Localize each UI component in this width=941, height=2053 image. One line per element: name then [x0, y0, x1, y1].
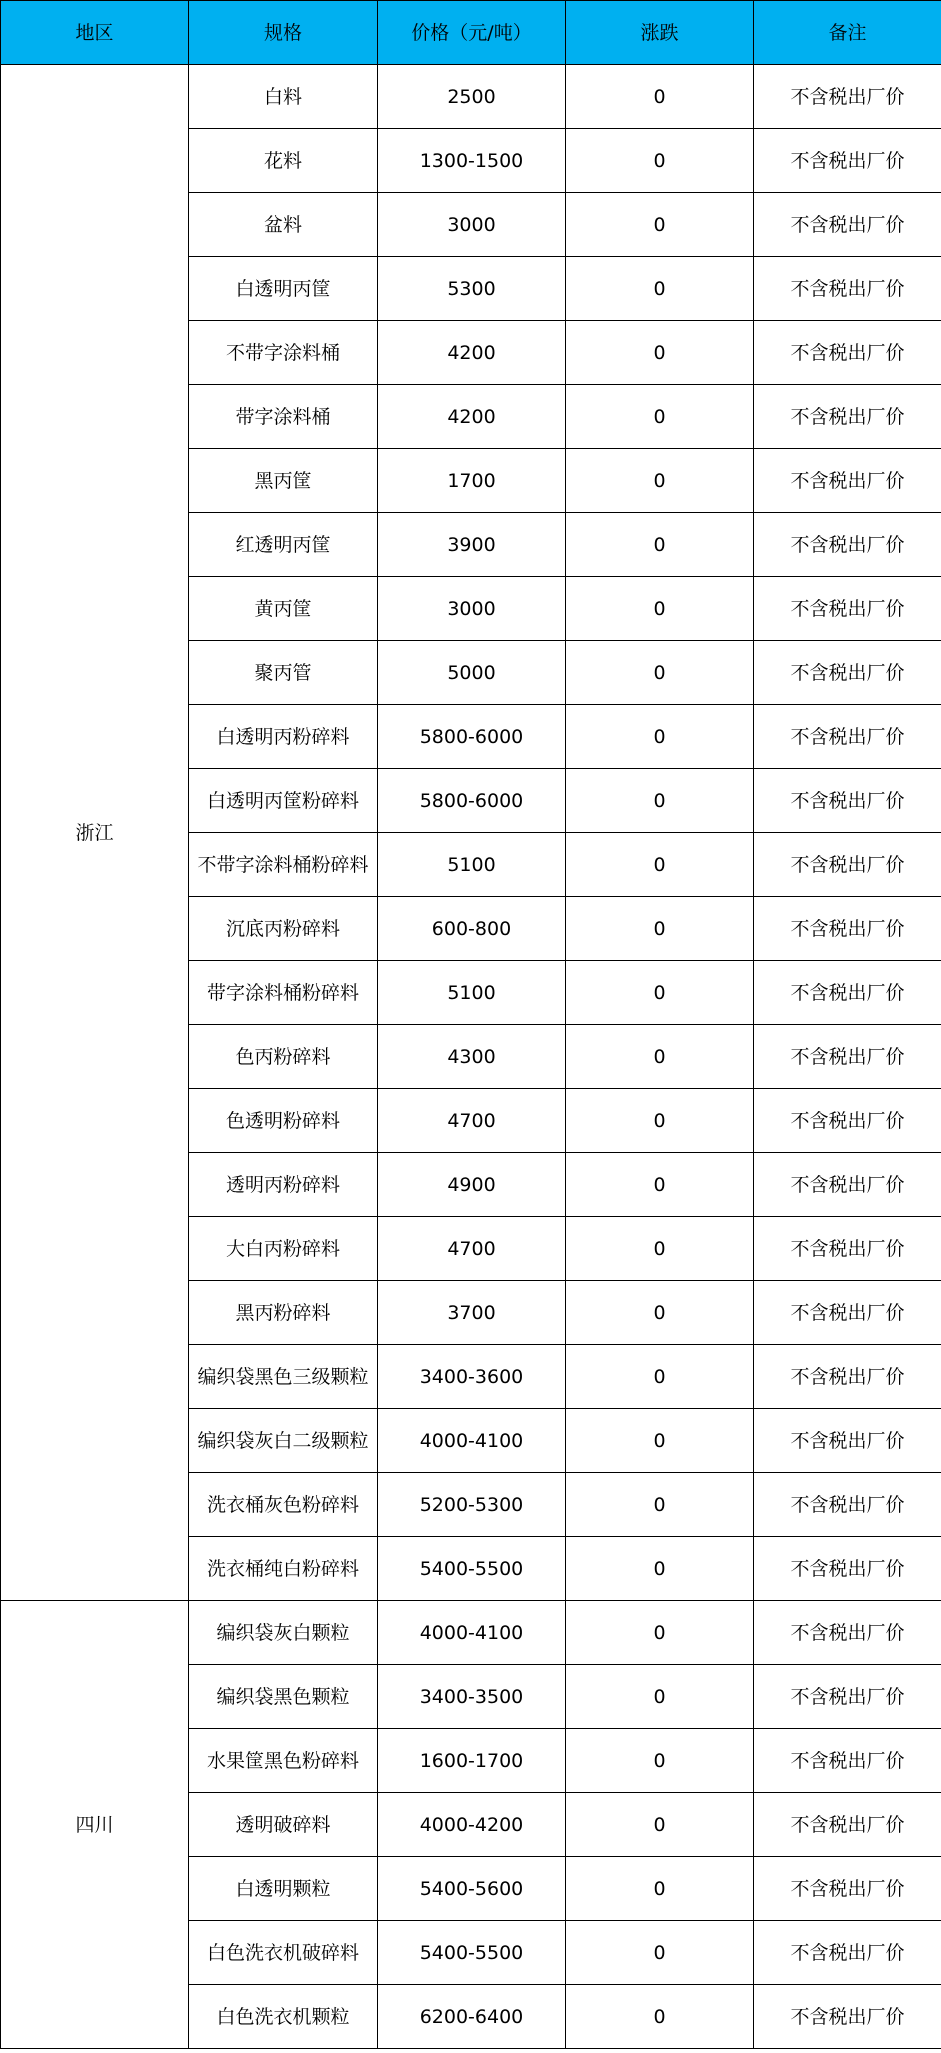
note-cell: 不含税出厂价: [754, 577, 941, 641]
header-region: 地区: [1, 1, 189, 65]
change-cell: 0: [566, 449, 754, 513]
price-cell: 4000-4100: [378, 1601, 566, 1665]
header-price: 价格（元/吨）: [378, 1, 566, 65]
change-cell: 0: [566, 1793, 754, 1857]
header-note: 备注: [754, 1, 941, 65]
spec-cell: 白料: [189, 65, 378, 129]
price-cell: 3000: [378, 577, 566, 641]
change-cell: 0: [566, 1025, 754, 1089]
price-cell: 5300: [378, 257, 566, 321]
spec-cell: 透明破碎料: [189, 1793, 378, 1857]
price-cell: 4700: [378, 1089, 566, 1153]
table-body: [1, 65, 941, 2049]
note-cell: 不含税出厂价: [754, 321, 941, 385]
note-cell: 不含税出厂价: [754, 129, 941, 193]
change-cell: 0: [566, 385, 754, 449]
price-cell: 1300-1500: [378, 129, 566, 193]
change-cell: 0: [566, 1345, 754, 1409]
spec-cell: 黄丙筐: [189, 577, 378, 641]
table-row: [1, 65, 941, 129]
spec-cell: 黑丙筐: [189, 449, 378, 513]
price-cell: 4700: [378, 1217, 566, 1281]
note-cell: 不含税出厂价: [754, 1537, 941, 1601]
spec-cell: 盆料: [189, 193, 378, 257]
change-cell: 0: [566, 1217, 754, 1281]
spec-cell: 白色洗衣机破碎料: [189, 1921, 378, 1985]
spec-cell: 带字涂料桶粉碎料: [189, 961, 378, 1025]
note-cell: 不含税出厂价: [754, 1601, 941, 1665]
price-cell: 5100: [378, 833, 566, 897]
spec-cell: 沉底丙粉碎料: [189, 897, 378, 961]
note-cell: 不含税出厂价: [754, 1217, 941, 1281]
change-cell: 0: [566, 1281, 754, 1345]
note-cell: 不含税出厂价: [754, 961, 941, 1025]
price-cell: 5100: [378, 961, 566, 1025]
spec-cell: 花料: [189, 129, 378, 193]
change-cell: 0: [566, 705, 754, 769]
change-cell: 0: [566, 257, 754, 321]
region-cell: 浙江: [1, 65, 189, 1601]
spec-cell: 大白丙粉碎料: [189, 1217, 378, 1281]
change-cell: 0: [566, 513, 754, 577]
change-cell: 0: [566, 1089, 754, 1153]
price-cell: 5400-5500: [378, 1537, 566, 1601]
change-cell: 0: [566, 1857, 754, 1921]
note-cell: 不含税出厂价: [754, 513, 941, 577]
spec-cell: 编织袋黑色三级颗粒: [189, 1345, 378, 1409]
change-cell: 0: [566, 577, 754, 641]
note-cell: 不含税出厂价: [754, 1921, 941, 1985]
spec-cell: 水果筐黑色粉碎料: [189, 1729, 378, 1793]
spec-cell: 不带字涂料桶: [189, 321, 378, 385]
spec-cell: 白透明丙粉碎料: [189, 705, 378, 769]
change-cell: 0: [566, 321, 754, 385]
note-cell: 不含税出厂价: [754, 1345, 941, 1409]
change-cell: 0: [566, 897, 754, 961]
change-cell: 0: [566, 1537, 754, 1601]
price-cell: 3000: [378, 193, 566, 257]
change-cell: 0: [566, 961, 754, 1025]
note-cell: 不含税出厂价: [754, 897, 941, 961]
spec-cell: 黑丙粉碎料: [189, 1281, 378, 1345]
spec-cell: 色丙粉碎料: [189, 1025, 378, 1089]
price-cell: 4200: [378, 385, 566, 449]
note-cell: 不含税出厂价: [754, 65, 941, 129]
change-cell: 0: [566, 1985, 754, 2049]
note-cell: 不含税出厂价: [754, 193, 941, 257]
note-cell: 不含税出厂价: [754, 1281, 941, 1345]
price-cell: 1700: [378, 449, 566, 513]
note-cell: 不含税出厂价: [754, 385, 941, 449]
change-cell: 0: [566, 1601, 754, 1665]
change-cell: 0: [566, 1473, 754, 1537]
spec-cell: 不带字涂料桶粉碎料: [189, 833, 378, 897]
note-cell: 不含税出厂价: [754, 1665, 941, 1729]
price-cell: 5200-5300: [378, 1473, 566, 1537]
spec-cell: 红透明丙筐: [189, 513, 378, 577]
change-cell: 0: [566, 1409, 754, 1473]
header-spec: 规格: [189, 1, 378, 65]
table-row: [1, 1601, 941, 1665]
note-cell: 不含税出厂价: [754, 1153, 941, 1217]
note-cell: 不含税出厂价: [754, 1857, 941, 1921]
note-cell: 不含税出厂价: [754, 769, 941, 833]
price-cell: 3400-3500: [378, 1665, 566, 1729]
note-cell: 不含税出厂价: [754, 1793, 941, 1857]
spec-cell: 洗衣桶纯白粉碎料: [189, 1537, 378, 1601]
note-cell: 不含税出厂价: [754, 641, 941, 705]
note-cell: 不含税出厂价: [754, 1985, 941, 2049]
price-cell: 600-800: [378, 897, 566, 961]
price-cell: 5400-5600: [378, 1857, 566, 1921]
change-cell: 0: [566, 1921, 754, 1985]
spec-cell: 白透明丙筐: [189, 257, 378, 321]
price-cell: 5400-5500: [378, 1921, 566, 1985]
change-cell: 0: [566, 1153, 754, 1217]
spec-cell: 编织袋灰白二级颗粒: [189, 1409, 378, 1473]
header-row: [1, 1, 941, 65]
spec-cell: 带字涂料桶: [189, 385, 378, 449]
change-cell: 0: [566, 1729, 754, 1793]
change-cell: 0: [566, 193, 754, 257]
note-cell: 不含税出厂价: [754, 1089, 941, 1153]
price-cell: 3700: [378, 1281, 566, 1345]
spec-cell: 透明丙粉碎料: [189, 1153, 378, 1217]
note-cell: 不含税出厂价: [754, 1473, 941, 1537]
spec-cell: 洗衣桶灰色粉碎料: [189, 1473, 378, 1537]
note-cell: 不含税出厂价: [754, 257, 941, 321]
region-cell: 四川: [1, 1601, 189, 2049]
price-cell: 4000-4200: [378, 1793, 566, 1857]
price-cell: 4200: [378, 321, 566, 385]
note-cell: 不含税出厂价: [754, 705, 941, 769]
spec-cell: 白透明颗粒: [189, 1857, 378, 1921]
change-cell: 0: [566, 641, 754, 705]
spec-cell: 聚丙管: [189, 641, 378, 705]
change-cell: 0: [566, 129, 754, 193]
note-cell: 不含税出厂价: [754, 1729, 941, 1793]
price-cell: 5800-6000: [378, 769, 566, 833]
header-change: 涨跌: [566, 1, 754, 65]
spec-cell: 编织袋灰白颗粒: [189, 1601, 378, 1665]
spec-cell: 色透明粉碎料: [189, 1089, 378, 1153]
price-cell: 1600-1700: [378, 1729, 566, 1793]
price-cell: 5800-6000: [378, 705, 566, 769]
spec-cell: 白透明丙筐粉碎料: [189, 769, 378, 833]
note-cell: 不含税出厂价: [754, 833, 941, 897]
price-cell: 3400-3600: [378, 1345, 566, 1409]
price-cell: 3900: [378, 513, 566, 577]
note-cell: 不含税出厂价: [754, 449, 941, 513]
price-cell: 4000-4100: [378, 1409, 566, 1473]
spec-cell: 编织袋黑色颗粒: [189, 1665, 378, 1729]
price-cell: 5000: [378, 641, 566, 705]
change-cell: 0: [566, 833, 754, 897]
note-cell: 不含税出厂价: [754, 1409, 941, 1473]
price-cell: 6200-6400: [378, 1985, 566, 2049]
table-header: [1, 1, 941, 65]
note-cell: 不含税出厂价: [754, 1025, 941, 1089]
price-cell: 4300: [378, 1025, 566, 1089]
change-cell: 0: [566, 769, 754, 833]
price-cell: 2500: [378, 65, 566, 129]
spec-cell: 白色洗衣机颗粒: [189, 1985, 378, 2049]
change-cell: 0: [566, 65, 754, 129]
price-cell: 4900: [378, 1153, 566, 1217]
change-cell: 0: [566, 1665, 754, 1729]
